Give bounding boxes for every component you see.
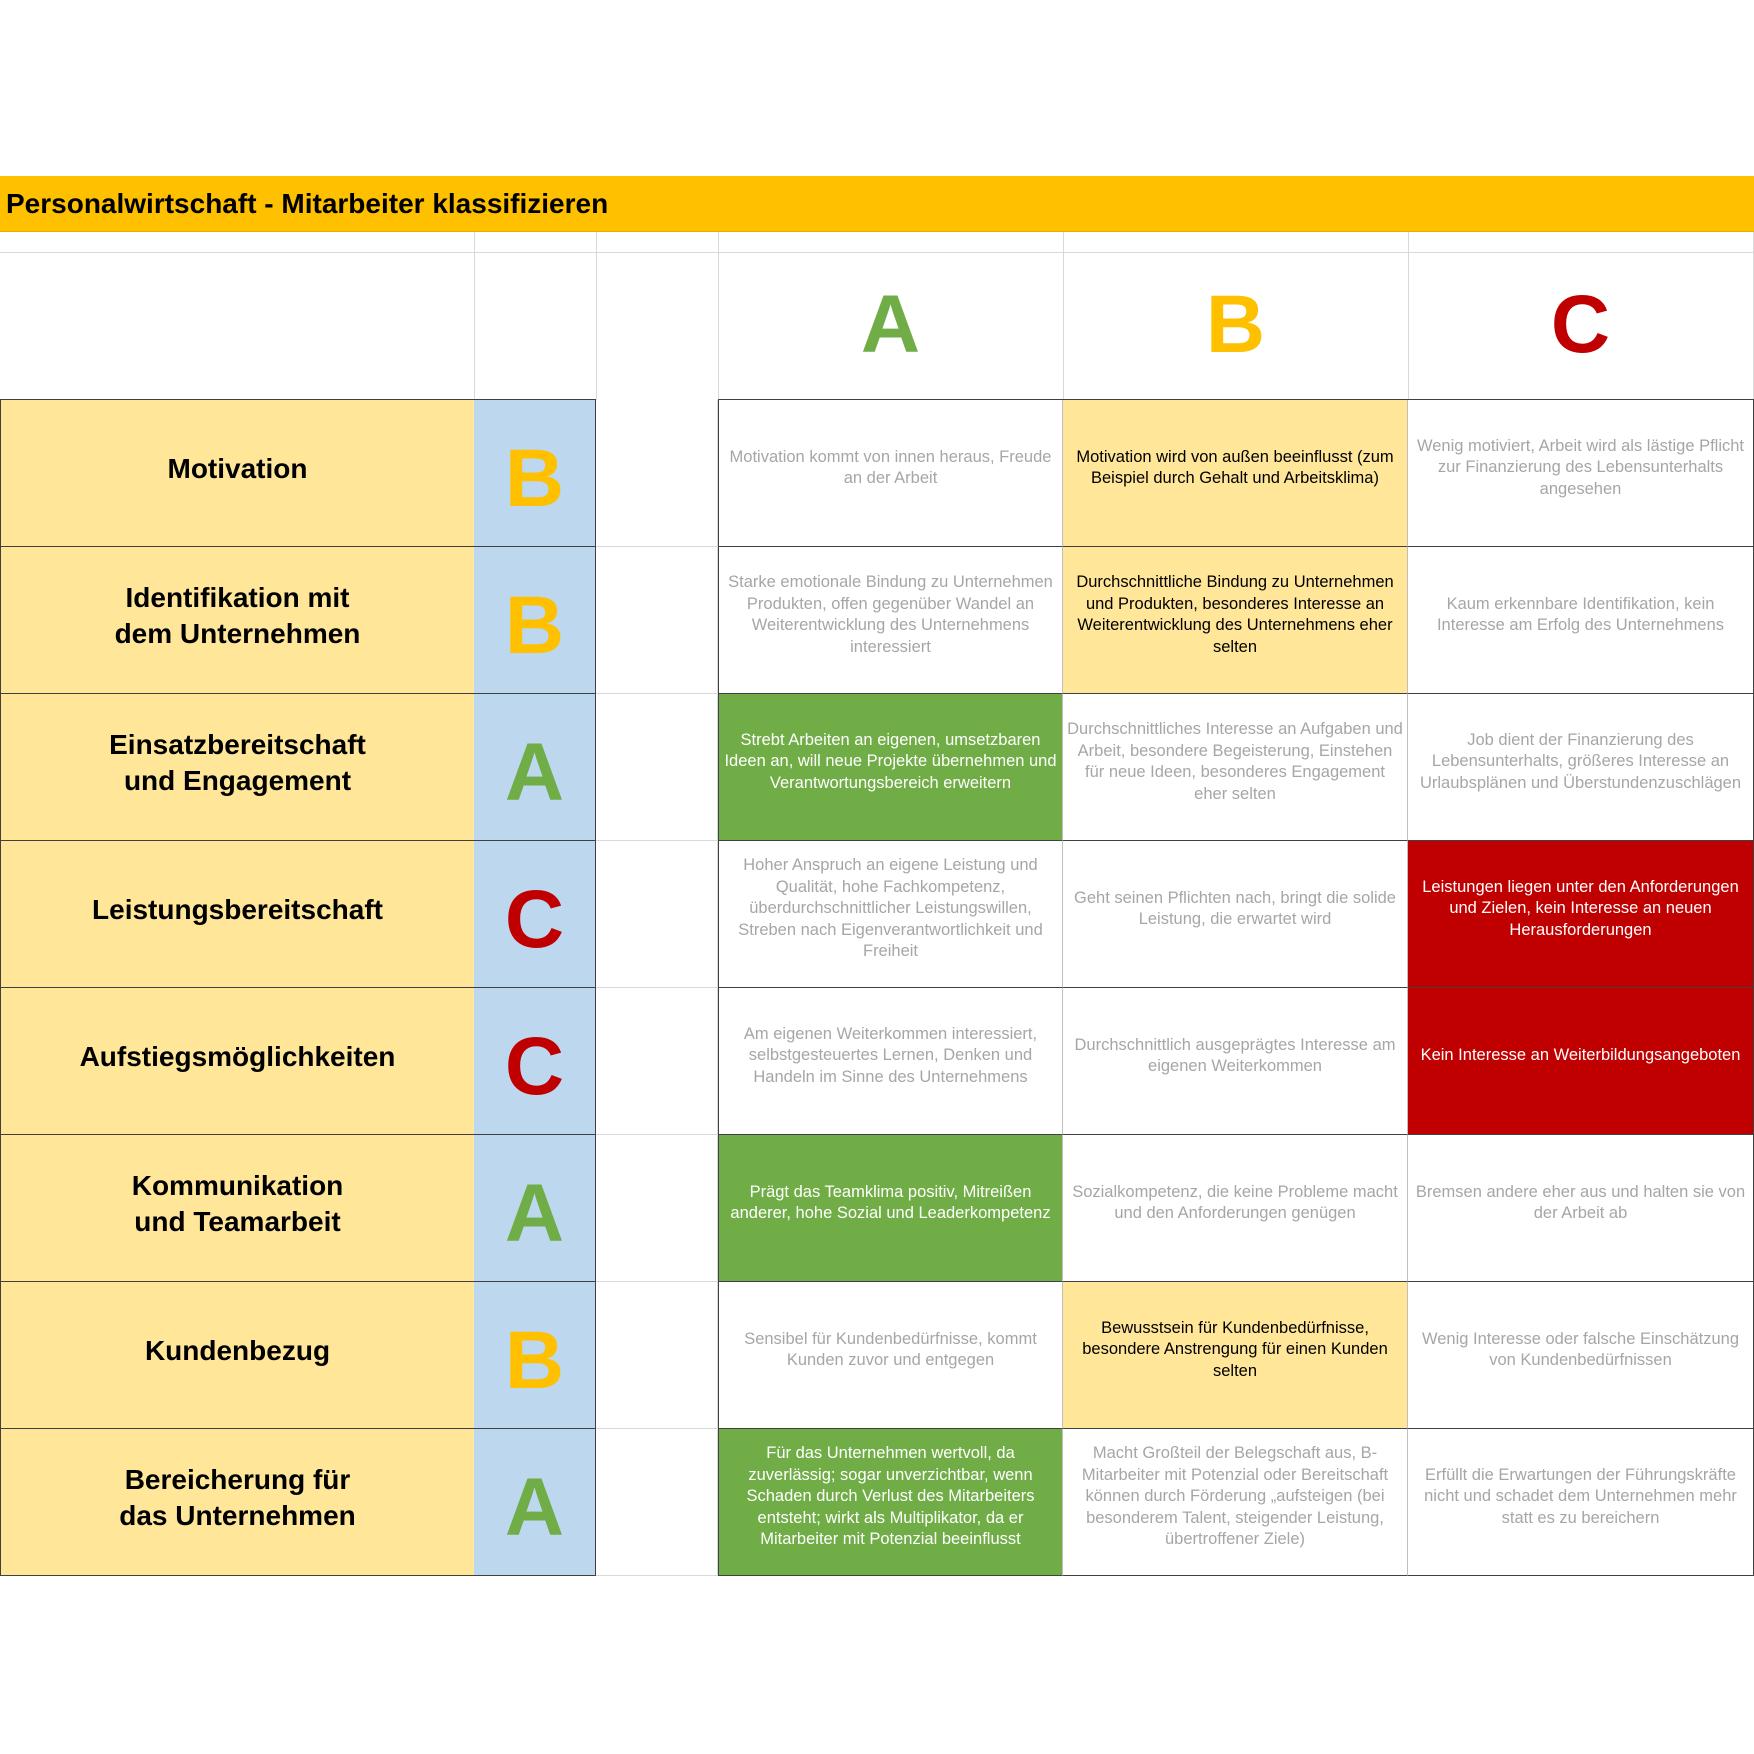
description-text: Bremsen andere eher aus und halten sie von der Arbeit ab bbox=[1415, 1182, 1746, 1222]
table-row bbox=[0, 400, 1754, 547]
sheet-title[interactable]: Personalwirtschaft - Mitarbeiter klassifizieren bbox=[0, 176, 1754, 232]
grade-header-c[interactable] bbox=[1408, 250, 1753, 400]
gridline bbox=[596, 232, 597, 400]
criterion-label: Motivation bbox=[167, 453, 308, 484]
empty-cell[interactable] bbox=[596, 1282, 718, 1429]
table-row bbox=[0, 694, 1754, 841]
description-cell-b[interactable] bbox=[1063, 400, 1408, 547]
description-cell-a[interactable] bbox=[718, 1282, 1063, 1429]
description-cell-b[interactable] bbox=[1063, 1135, 1408, 1282]
description-cell-b[interactable] bbox=[1063, 547, 1408, 694]
description-text: Durchschnittliches Interesse an Aufgaben und Arbeit, besondere Begeisterung, Einstehen für neue Ideen, besonderes Engagement eher selten bbox=[1067, 720, 1403, 803]
description-cell-c[interactable] bbox=[1408, 547, 1754, 694]
rating-value: C bbox=[504, 1021, 565, 1112]
description-cell-b[interactable] bbox=[1063, 841, 1408, 988]
description-cell-a[interactable] bbox=[718, 694, 1063, 841]
empty-cell[interactable] bbox=[596, 1135, 718, 1282]
table-row bbox=[0, 841, 1754, 988]
description-cell-c[interactable] bbox=[1408, 988, 1754, 1135]
rating-value: B bbox=[504, 580, 565, 671]
table-row bbox=[0, 1429, 1754, 1576]
description-text: Wenig Interesse oder falsche Einschätzung von Kundenbedürfnissen bbox=[1421, 1329, 1740, 1369]
description-cell-c[interactable] bbox=[1408, 1429, 1754, 1576]
description-text: Macht Großteil der Belegschaft aus, B-Mitarbeiter mit Potenzial oder Bereitschaft können durch Förderung „aufsteigen (bei besonderem Talent, steigender Leistung, übertroffener Ziele) bbox=[1081, 1444, 1389, 1549]
rating-value: B bbox=[504, 1315, 565, 1406]
description-text: Leistungen liegen unter den Anforderungen und Zielen, kein Interesse an neuen Herausforderungen bbox=[1422, 877, 1739, 939]
grade-header-label: C bbox=[1550, 279, 1611, 370]
criterion-cell[interactable] bbox=[0, 1135, 474, 1282]
criterion-cell[interactable] bbox=[0, 400, 474, 547]
grade-header-label: B bbox=[1205, 279, 1266, 370]
rating-cell[interactable] bbox=[474, 1429, 596, 1576]
grade-header-b[interactable] bbox=[1063, 250, 1408, 400]
description-text: Kaum erkennbare Identifikation, kein Interesse am Erfolg des Unternehmens bbox=[1436, 594, 1725, 634]
rating-value: C bbox=[504, 874, 565, 965]
description-text: Am eigenen Weiterkommen interessiert, selbstgesteuertes Lernen, Denken und Handeln im Sinne des Unternehmens bbox=[743, 1024, 1038, 1086]
description-text: Prägt das Teamklima positiv, Mitreißen anderer, hohe Sozial und Leaderkompetenz bbox=[730, 1182, 1051, 1222]
empty-cell[interactable] bbox=[596, 400, 718, 547]
description-cell-b[interactable] bbox=[1063, 1429, 1408, 1576]
description-text: Strebt Arbeiten an eigenen, umsetzbaren Ideen an, will neue Projekte übernehmen und Verantwortungsbereich erweitern bbox=[724, 730, 1057, 792]
description-cell-a[interactable] bbox=[718, 1135, 1063, 1282]
description-text: Motivation kommt von innen heraus, Freude an der Arbeit bbox=[729, 447, 1052, 487]
rating-cell[interactable] bbox=[474, 547, 596, 694]
description-cell-b[interactable] bbox=[1063, 694, 1408, 841]
empty-cell[interactable] bbox=[596, 547, 718, 694]
description-cell-c[interactable] bbox=[1408, 400, 1754, 547]
grade-header-label: A bbox=[860, 279, 921, 370]
criterion-label: Bereicherung für das Unternehmen bbox=[119, 1464, 356, 1531]
rating-value: A bbox=[504, 1462, 565, 1553]
rating-value: A bbox=[504, 1168, 565, 1259]
description-cell-a[interactable] bbox=[718, 400, 1063, 547]
description-text: Hoher Anspruch an eigene Leistung und Qualität, hohe Fachkompetenz, überdurchschnittlicher Leistungswillen, Streben nach Eigenverantwortlichkeit und Freiheit bbox=[738, 856, 1043, 961]
description-text: Geht seinen Pflichten nach, bringt die solide Leistung, die erwartet wird bbox=[1074, 888, 1396, 928]
criterion-cell[interactable] bbox=[0, 694, 474, 841]
table-row bbox=[0, 547, 1754, 694]
description-cell-b[interactable] bbox=[1063, 988, 1408, 1135]
rating-cell[interactable] bbox=[474, 841, 596, 988]
description-cell-c[interactable] bbox=[1408, 841, 1754, 988]
description-cell-c[interactable] bbox=[1408, 1135, 1754, 1282]
description-cell-a[interactable] bbox=[718, 841, 1063, 988]
gridline bbox=[474, 232, 475, 400]
criterion-cell[interactable] bbox=[0, 988, 474, 1135]
criterion-label: Einsatzbereitschaft und Engagement bbox=[109, 729, 366, 796]
criterion-cell[interactable] bbox=[0, 1282, 474, 1429]
criterion-label: Leistungsbereitschaft bbox=[92, 894, 383, 925]
rating-value: A bbox=[504, 727, 565, 818]
criterion-label: Kundenbezug bbox=[144, 1335, 331, 1366]
description-text: Starke emotionale Bindung zu Unternehmen Produkten, offen gegenüber Wandel an Weiterentwicklung des Unternehmens interessiert bbox=[728, 573, 1053, 656]
description-text: Bewusstsein für Kundenbedürfnisse, besondere Anstrengung für einen Kunden selten bbox=[1082, 1318, 1388, 1380]
criterion-cell[interactable] bbox=[0, 547, 474, 694]
rating-cell[interactable] bbox=[474, 1282, 596, 1429]
criterion-label: Aufstiegsmöglichkeiten bbox=[79, 1041, 396, 1072]
empty-cell[interactable] bbox=[596, 694, 718, 841]
description-text: Motivation wird von außen beeinflusst (zum Beispiel durch Gehalt und Arbeitsklima) bbox=[1076, 447, 1394, 487]
table-row bbox=[0, 1135, 1754, 1282]
rating-cell[interactable] bbox=[474, 988, 596, 1135]
empty-cell[interactable] bbox=[596, 988, 718, 1135]
description-text: Sensibel für Kundenbedürfnisse, kommt Kunden zuvor und entgegen bbox=[744, 1329, 1037, 1369]
empty-cell[interactable] bbox=[596, 1429, 718, 1576]
rating-cell[interactable] bbox=[474, 694, 596, 841]
description-cell-c[interactable] bbox=[1408, 694, 1754, 841]
description-text: Erfüllt die Erwartungen der Führungskräfte nicht und schadet dem Unternehmen mehr statt es zu bereichern bbox=[1424, 1465, 1737, 1527]
description-text: Kein Interesse an Weiterbildungsangeboten bbox=[1420, 1046, 1741, 1065]
empty-cell[interactable] bbox=[596, 841, 718, 988]
description-cell-a[interactable] bbox=[718, 988, 1063, 1135]
description-text: Durchschnittliche Bindung zu Unternehmen und Produkten, besonderes Interesse an Weiterentwicklung des Unternehmens eher selten bbox=[1076, 573, 1394, 656]
description-cell-a[interactable] bbox=[718, 1429, 1063, 1576]
criterion-label: Identifikation mit dem Unternehmen bbox=[114, 582, 361, 649]
rating-cell[interactable] bbox=[474, 1135, 596, 1282]
description-text: Wenig motiviert, Arbeit wird als lästige Pflicht zur Finanzierung des Lebensunterhalts angesehen bbox=[1416, 436, 1745, 498]
rating-cell[interactable] bbox=[474, 400, 596, 547]
criterion-cell[interactable] bbox=[0, 1429, 474, 1576]
criterion-label: Kommunikation und Teamarbeit bbox=[131, 1170, 344, 1237]
rating-value: B bbox=[504, 433, 565, 524]
description-cell-b[interactable] bbox=[1063, 1282, 1408, 1429]
description-text: Für das Unternehmen wertvoll, da zuverlässig; sogar unverzichtbar, wenn Schaden durch Verlust des Mitarbeiters entsteht; wirkt als Multiplikator, da er Mitarbeiter mit Potenzial beeinflusst bbox=[746, 1444, 1035, 1549]
table-row bbox=[0, 988, 1754, 1135]
description-cell-a[interactable] bbox=[718, 547, 1063, 694]
description-text: Durchschnittlich ausgeprägtes Interesse am eigenen Weiterkommen bbox=[1074, 1035, 1396, 1075]
description-text: Job dient der Finanzierung des Lebensunterhalts, größeres Interesse an Urlaubsplänen und Überstundenzuschlägen bbox=[1419, 730, 1742, 792]
description-text: Sozialkompetenz, die keine Probleme macht und den Anforderungen genügen bbox=[1072, 1182, 1398, 1222]
table-row bbox=[0, 1282, 1754, 1429]
description-cell-c[interactable] bbox=[1408, 1282, 1754, 1429]
grade-header-a[interactable] bbox=[718, 250, 1063, 400]
criterion-cell[interactable] bbox=[0, 841, 474, 988]
